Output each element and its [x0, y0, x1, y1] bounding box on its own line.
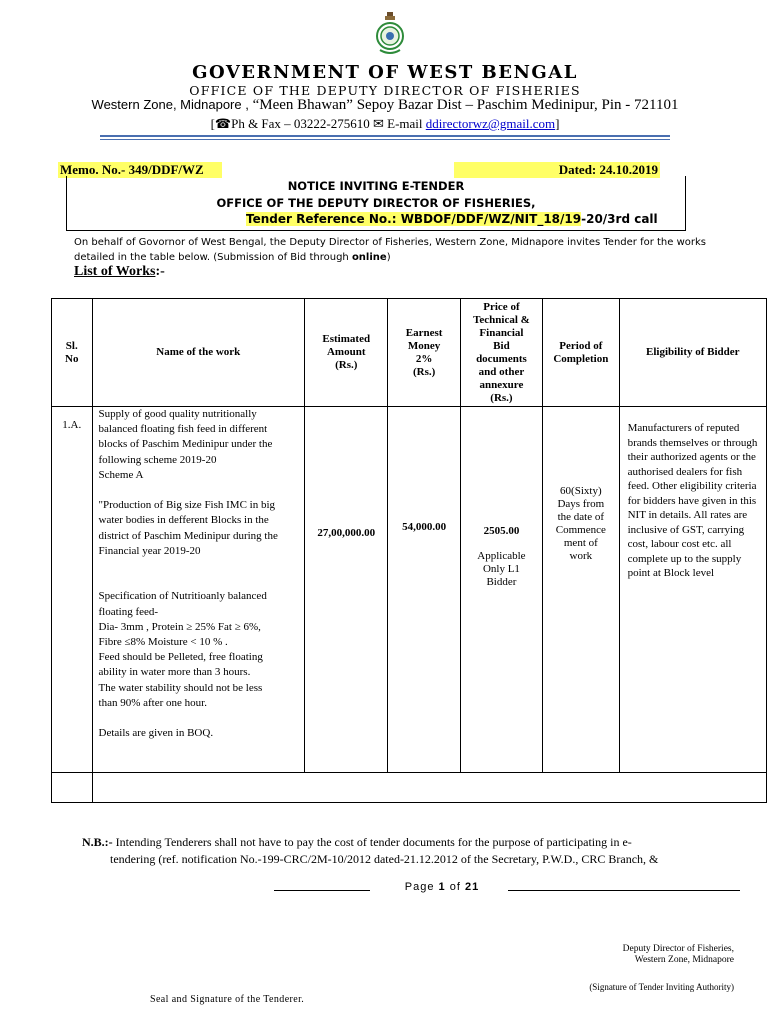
notice-office: OFFICE OF THE DEPUTY DIRECTOR OF FISHERIES, [216, 196, 536, 210]
list-heading-suffix: :- [155, 264, 165, 279]
header-name-of-work: Name of the work [92, 299, 305, 407]
works-table [51, 298, 767, 803]
page-total: 21 [464, 881, 480, 893]
row-price-of-documents [460, 407, 542, 773]
tender-reference [246, 212, 658, 226]
header-rule-thin [100, 139, 670, 140]
intro-end: ) [386, 252, 391, 263]
list-heading-label: List of Works [74, 264, 156, 279]
table-empty-row [52, 773, 767, 803]
list-of-works-heading [74, 264, 165, 280]
government-title: GOVERNMENT OF WEST BENGAL [192, 62, 578, 83]
authority-line1: Deputy Director of Fisheries, [622, 944, 734, 954]
table-row [52, 407, 767, 773]
authority-signature: (Signature of Tender Inviting Authority) [589, 982, 734, 992]
contact-line [0, 116, 770, 132]
memo-date: Dated: 24.10.2019 [454, 162, 660, 178]
state-emblem-icon [376, 12, 404, 60]
footer-rule-left [274, 890, 370, 891]
phone-fax: [☎Ph & Fax – 03222-275610 ✉ E-mail [210, 116, 426, 131]
page-number: Page 1 of 21 [404, 881, 480, 893]
row-period-of-completion: 60(Sixty) Days from the date of Commence ment of work [543, 407, 620, 773]
nb-note [82, 834, 722, 868]
tender-reference-number: Tender Reference No.: WBDOF/DDF/WZ/NIT_18/19 [246, 212, 582, 226]
nb-line2: tendering (ref. notification No.-199-CRC/2M-10/2012 dated-21.12.2012 of the Secretary, P.W.D., CRC Branch, & [110, 852, 659, 866]
header-sl-no: Sl. No [52, 299, 93, 407]
authority-designation [560, 944, 734, 966]
notice-title: NOTICE INVITING E-TENDER [287, 179, 465, 193]
nb-label: N.B.:- [82, 835, 113, 849]
tender-reference-call: -20/3rd call [581, 212, 658, 226]
address-zone: Western Zone, Midnapore , [91, 97, 249, 112]
header-earnest-money: Earnest Money 2% (Rs.) [388, 299, 460, 407]
contact-close: ] [555, 116, 560, 131]
header-eligibility: Eligibility of Bidder [619, 299, 766, 407]
page-current: 1 [438, 881, 446, 893]
table-header-row [52, 299, 767, 407]
header-period-of-completion: Period of Completion [543, 299, 620, 407]
memo-number: Memo. No.- 349/DDF/WZ [58, 162, 222, 178]
row-name-of-work: Supply of good quality nutritionally balanced floating fish feed in different blocks of Paschim Medinipur under the following scheme 2019-20 Scheme A "Production of Big size Fish IMC in big water bodies in defferent Blocks in the district of Paschim Medinipur during the Financial year 2019-20 Specification of Nutritioanly balanced floating feed- Dia- 3mm , Protein ≥ 25% Fat ≥ 6%, Fibre ≤8% Moisture < 10 % . Feed should be Pelleted, free floating ability in water more than 3 hours. The water stability should not be less than 90% after one hour. Details are given in BOQ. [92, 407, 305, 773]
office-address [0, 97, 770, 114]
footer-rule-right [508, 890, 740, 891]
authority-line2: Western Zone, Midnapore [634, 955, 734, 965]
nb-line1: Intending Tenderers shall not have to pay the cost of tender documents for the purpose of participating in e- [112, 835, 632, 849]
header-estimated-amount: Estimated Amount (Rs.) [305, 299, 388, 407]
price-value: 2505.00 [483, 525, 520, 537]
office-title: OFFICE OF THE DEPUTY DIRECTOR OF FISHERIES [189, 83, 581, 98]
intro-text: On behalf of Govornor of West Bengal, the Deputy Director of Fisheries, Western Zone, Midnapore invites Tender for the works detailed in the table below. (Submission of Bid through [74, 237, 707, 263]
address-detail: “Meen Bhawan” Sepoy Bazar Dist – Paschim Medinipur, Pin - 721101 [248, 97, 679, 113]
row-eligibility: Manufacturers of reputed brands themselves or through their authorized agents or the authorised dealers for fish feed. Other eligibility criteria for bidders have given in this NIT in details. All rates are inclusive of GST, carrying cost, labour cost etc. all complete up to the supply point at Block level [619, 407, 766, 773]
price-note: Applicable Only L1 Bidder [477, 550, 526, 588]
row-sl-no: 1.A. [52, 407, 93, 773]
intro-online: online [351, 252, 387, 263]
intro-paragraph [74, 235, 714, 265]
tenderer-signature: Seal and Signature of the Tenderer. [150, 994, 305, 1005]
header-price-of-documents: Price of Technical & Financial Bid documents and other annexure (Rs.) [460, 299, 542, 407]
header-rule [100, 135, 670, 137]
row-earnest-money: 54,000.00 [388, 407, 460, 773]
row-estimated-amount: 27,00,000.00 [305, 407, 388, 773]
email-link[interactable]: ddirectorwz@gmail.com [425, 116, 556, 131]
